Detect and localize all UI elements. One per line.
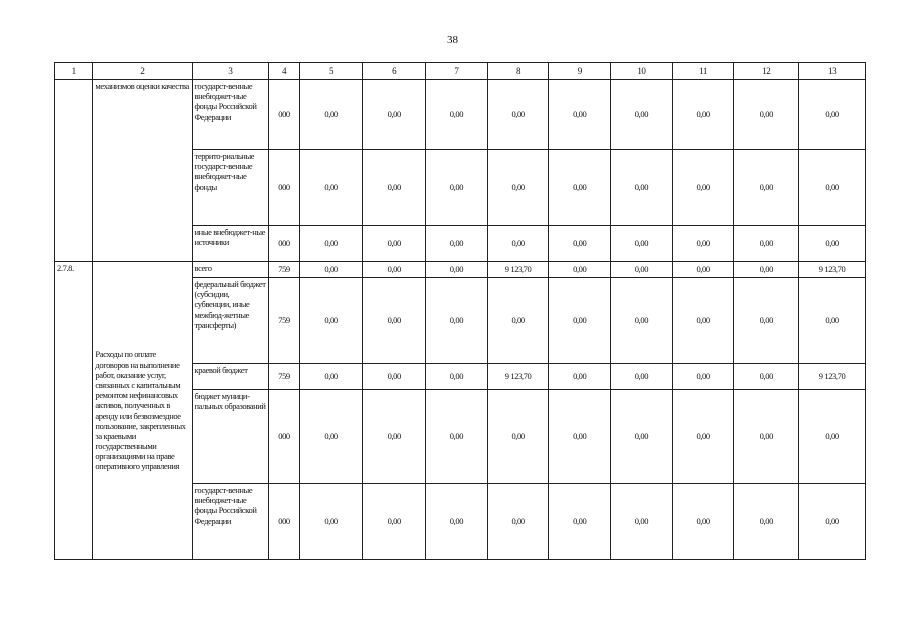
value-cell: 0,00	[299, 390, 363, 484]
value-cell: 0,00	[799, 226, 866, 262]
value-cell: 0,00	[672, 484, 734, 560]
funding-source: государст-венные внебюджет-ные фонды Российской Федерации	[192, 80, 269, 150]
value-cell: 0,00	[672, 262, 734, 278]
funding-source: террито-риальные государст-венные внебюджет-ные фонды	[192, 150, 269, 226]
page-number: 38	[447, 34, 458, 46]
value-cell: 0,00	[426, 226, 488, 262]
value-cell: 0,00	[611, 278, 673, 364]
value-cell: 0,00	[363, 484, 426, 560]
value-cell: 0,00	[672, 226, 734, 262]
value-cell: 0,00	[799, 278, 866, 364]
header-cell: 7	[426, 63, 488, 80]
value-cell: 0,00	[734, 80, 799, 150]
value-cell: 0,00	[549, 484, 611, 560]
value-cell: 0,00	[672, 278, 734, 364]
header-cell: 1	[55, 63, 93, 80]
value-cell: 0,00	[363, 390, 426, 484]
value-cell: 9 123,70	[487, 364, 549, 390]
value-cell: 0,00	[299, 226, 363, 262]
value-cell: 0,00	[734, 390, 799, 484]
value-cell: 9 123,70	[487, 262, 549, 278]
code-cell: 759	[269, 262, 299, 278]
budget-table	[54, 62, 866, 560]
value-cell: 0,00	[549, 278, 611, 364]
value-cell: 0,00	[734, 278, 799, 364]
value-cell: 0,00	[611, 150, 673, 226]
item-code: 2.7.8.	[55, 262, 93, 560]
value-cell: 0,00	[487, 80, 549, 150]
code-cell: 000	[269, 390, 299, 484]
value-cell: 0,00	[299, 364, 363, 390]
value-cell: 0,00	[487, 278, 549, 364]
value-cell: 0,00	[487, 150, 549, 226]
header-cell: 3	[192, 63, 269, 80]
table-row	[55, 262, 866, 278]
value-cell: 0,00	[426, 278, 488, 364]
value-cell: 0,00	[426, 484, 488, 560]
value-cell: 0,00	[611, 390, 673, 484]
value-cell: 0,00	[799, 150, 866, 226]
header-cell: 4	[269, 63, 299, 80]
header-cell: 6	[363, 63, 426, 80]
header-cell: 13	[799, 63, 866, 80]
value-cell: 0,00	[611, 80, 673, 150]
value-cell: 0,00	[299, 262, 363, 278]
value-cell: 0,00	[487, 226, 549, 262]
value-cell: 0,00	[799, 390, 866, 484]
value-cell: 0,00	[734, 150, 799, 226]
value-cell: 0,00	[611, 262, 673, 278]
value-cell: 0,00	[734, 262, 799, 278]
code-cell: 000	[269, 226, 299, 262]
header-cell: 11	[672, 63, 734, 80]
code-cell: 759	[269, 278, 299, 364]
value-cell: 0,00	[299, 484, 363, 560]
value-cell: 0,00	[363, 150, 426, 226]
value-cell: 0,00	[549, 226, 611, 262]
header-cell: 2	[93, 63, 192, 80]
funding-source: государст-венные внебюджет-ные фонды Российской Федерации	[192, 484, 269, 560]
value-cell: 0,00	[799, 484, 866, 560]
value-cell: 0,00	[611, 226, 673, 262]
value-cell: 0,00	[426, 390, 488, 484]
value-cell: 0,00	[363, 278, 426, 364]
value-cell: 0,00	[549, 80, 611, 150]
value-cell: 0,00	[549, 364, 611, 390]
code-cell: 759	[269, 364, 299, 390]
value-cell: 0,00	[299, 80, 363, 150]
value-cell: 0,00	[426, 150, 488, 226]
table-header-row	[55, 63, 866, 80]
value-cell: 0,00	[426, 262, 488, 278]
value-cell: 0,00	[363, 226, 426, 262]
value-cell: 0,00	[426, 80, 488, 150]
value-cell: 0,00	[611, 484, 673, 560]
value-cell: 0,00	[363, 364, 426, 390]
value-cell: 0,00	[611, 364, 673, 390]
item-name: Расходы по оплате договоров на выполнение работ, оказание услуг, связанных с капитальным ремонтом нефинансовых активов, полученных в аренду или безвозмездное пользование, закрепленных за краевыми государственными организациями на праве оперативного управления	[93, 262, 192, 560]
funding-source: федеральный бюджет (субсидии, субвенции, иные межбюд-жетные трансферты)	[192, 278, 269, 364]
value-cell: 0,00	[734, 364, 799, 390]
value-cell: 0,00	[299, 278, 363, 364]
continued-item-name: механизмов оценки качества	[93, 80, 192, 262]
header-cell: 12	[734, 63, 799, 80]
value-cell: 9 123,70	[799, 364, 866, 390]
code-cell: 000	[269, 150, 299, 226]
funding-source: краевой бюджет	[192, 364, 269, 390]
table-row	[55, 80, 866, 150]
value-cell: 0,00	[734, 484, 799, 560]
header-cell: 10	[611, 63, 673, 80]
funding-source: иные внебюджет-ные источники	[192, 226, 269, 262]
value-cell: 0,00	[672, 364, 734, 390]
code-cell: 000	[269, 484, 299, 560]
value-cell: 0,00	[734, 226, 799, 262]
funding-source: всего	[192, 262, 269, 278]
value-cell: 0,00	[487, 484, 549, 560]
continued-item-code	[55, 80, 93, 262]
value-cell: 0,00	[363, 80, 426, 150]
value-cell: 0,00	[799, 80, 866, 150]
value-cell: 9 123,70	[799, 262, 866, 278]
value-cell: 0,00	[672, 150, 734, 226]
value-cell: 0,00	[549, 390, 611, 484]
header-cell: 9	[549, 63, 611, 80]
value-cell: 0,00	[487, 390, 549, 484]
value-cell: 0,00	[549, 262, 611, 278]
code-cell: 000	[269, 80, 299, 150]
value-cell: 0,00	[672, 80, 734, 150]
funding-source: бюджет муници-пальных образований	[192, 390, 269, 484]
value-cell: 0,00	[363, 262, 426, 278]
header-cell: 8	[487, 63, 549, 80]
value-cell: 0,00	[426, 364, 488, 390]
header-cell: 5	[299, 63, 363, 80]
value-cell: 0,00	[299, 150, 363, 226]
value-cell: 0,00	[549, 150, 611, 226]
value-cell: 0,00	[672, 390, 734, 484]
